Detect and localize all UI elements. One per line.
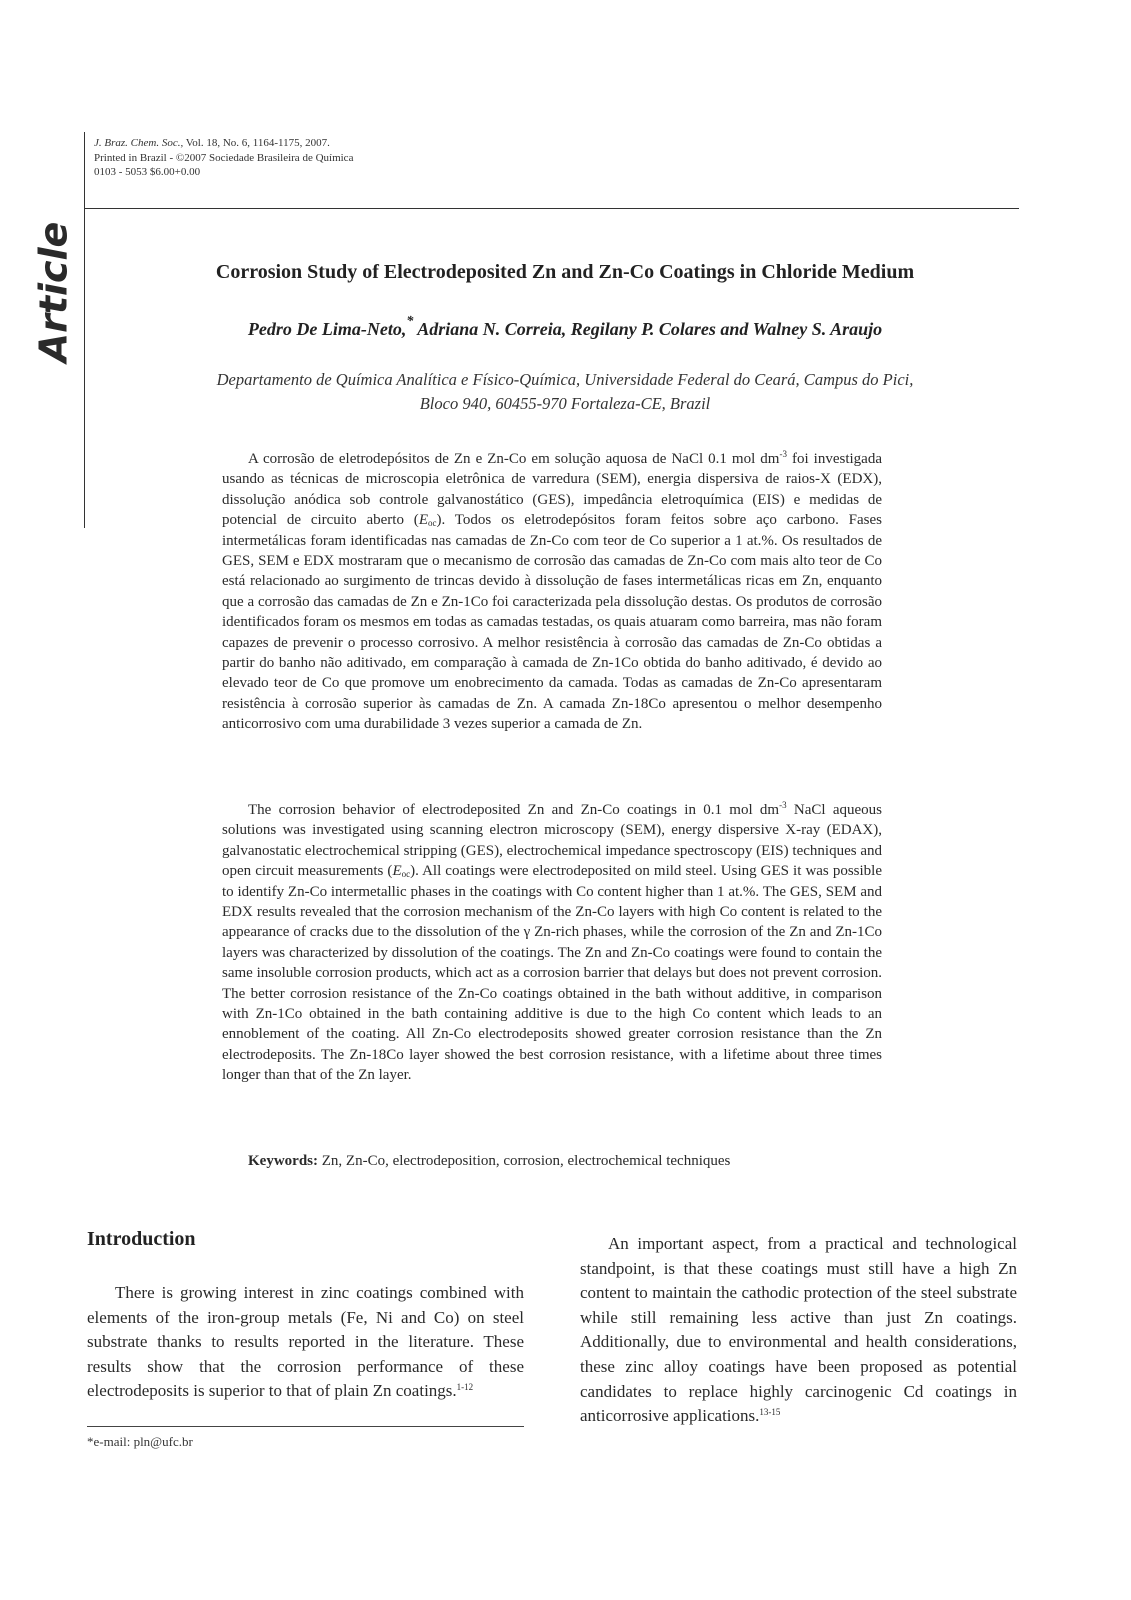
abstract-pt-exponent: -3 [779,449,787,459]
keywords-text: Zn, Zn-Co, electrodeposition, corrosion, electrochemical techniques [318,1153,731,1169]
header-rule [84,208,1019,209]
issn-line: 0103 - 5053 $6.00+0.00 [94,166,201,178]
abstract-pt-paragraph [222,449,882,735]
side-rule [84,132,85,528]
journal-ref: Vol. 18, No. 6, 1164-1175, 2007. [183,137,330,149]
keywords-label: Keywords: [248,1153,318,1169]
introduction-heading: Introduction [87,1228,196,1250]
abstract-en-text-1: The corrosion behavior of electrodeposited Zn and Zn-Co coatings in 0.1 mol dm [248,802,780,818]
intro-paragraph-2-text: An important aspect, from a practical and technological standpoint, is that these coatings must still have a high Zn content to maintain the cathodic protection of the steel substrate while still remaining less active than just Zn coatings. Additionally, due to environmental and health considerations, these zinc alloy coatings have been proposed as potential candidates to replace highly carcinogenic Cd coatings in anticorrosive applications. [580,1234,1017,1426]
footnote-rule [87,1426,524,1427]
abstract-pt-text-2: foi investigada usando as técnicas de microscopia eletrônica de varredura (SEM), energia dispersiva de raios-X (EDX), dissolução anódica sob controle galvanostático (GES), impedância eletroquímica (EIS) e medidas de potencial de circuito aberto ( [222,451,882,529]
journal-name: J. Braz. Chem. Soc., [94,137,184,149]
intro-paragraph-1 [87,1281,524,1404]
affiliation [100,368,1030,416]
journal-citation [94,136,353,151]
citation-ref: 13-15 [759,1407,781,1418]
abstract-pt-subscript: oc [427,518,437,529]
intro-paragraph-1-text: There is growing interest in zinc coatings combined with elements of the iron-group metals (Fe, Ni and Co) on steel substrate thanks to results reported in the literature. These results show that the corrosion performance of these electrodeposits is superior to that of plain Zn coatings. [87,1283,524,1401]
author-first: Pedro De Lima-Neto, [247,319,407,339]
paper-title: Corrosion Study of Electrodeposited Zn and Zn-Co Coatings in Chloride Medium [215,261,915,283]
abstract-en-text-2: NaCl aqueous solutions was investigated using scanning electron microscopy (SEM), energy dispersive X-ray (EDAX), galvanostatic electrochemical stripping (GES), electrochemical impedance spectroscopy (EIS) techniques and open circuit measurements ( [222,802,882,880]
section-label-text: Article [31,221,76,363]
abstract-pt-text-3: ). Todos os eletrodepósitos foram feitos sobre aço carbono. Fases intermetálicas foram identificadas nas camadas de Zn-Co com teor de Co superior a 1 at.%. Os resultados de GES, SEM e EDX mostraram que o mecanismo de corrosão das camadas de Zn-Co com mais alto teor de Co está relacionado ao surgimento de trincas devido à dissolução de fases intermetálicas ricas em Zn, enquanto que a corrosão das camadas de Zn e Zn-1Co foi caracterizada pela dissolução destas. Os produtos de corrosão identificados foram os mesmos em todas as camadas testadas, os quais atuaram como barreira, mas não foram capazes de prevenir o processo corrosivo. A melhor resistência à corrosão das camadas de Zn-Co obtidas a partir do banho não aditivado, em comparação à camada de Zn-1Co obtida do banho aditivado, é devido ao elevado teor de Co que promove um enobrecimento da camada. Todas as camadas de Zn-Co apresentaram resistência à corrosão superior às camadas de Zn. A camada Zn-18Co apresentou o melhor desempenho anticorrosivo com uma durabilidade 3 vezes superior a camada de Zn. [222,512,883,733]
abstract-en-text-3: ). All coatings were electrodeposited on mild steel. Using GES it was possible to identify Zn-Co intermetallic phases in the coatings with Co content higher than 1 at.%. The GES, SEM and EDX results revealed that the corrosion mechanism of the Zn-Co layers with high Co content is related to the appearance of cracks due to the dissolution of the γ Zn-rich phases, while the corrosion of the Zn and Zn-1Co layers was characterized by dissolution of the coatings. The Zn and Zn-Co coatings were found to contain the same insoluble corrosion products, which act as a corrosion barrier that delays but does not prevent corrosion. The better corrosion resistance of the Zn-Co coatings obtained in the bath without additive, in comparison with Zn-1Co obtained in the bath containing additive is due to the high Co content which leads to an ennoblement of the coating. All Zn-Co electrodeposits showed greater corrosion resistance than the Zn electrodeposits. The Zn-18Co layer showed the best corrosion resistance, with a lifetime about three times longer than that of the Zn layer. [222,863,882,1084]
affiliation-line-2: Bloco 940, 60455-970 Fortaleza-CE, Brazil [419,394,711,413]
author-list [100,314,1030,340]
intro-right-column [580,1232,1017,1429]
journal-header [94,136,353,180]
abstract-en-paragraph [222,800,882,1086]
author-rest: Adriana N. Correia, Regilany P. Colares and Walney S. Araujo [413,319,883,339]
abstract-pt-symbol: E [418,512,428,529]
abstract-portuguese [222,449,882,735]
abstract-english [222,800,882,1086]
printed-line: Printed in Brazil - ©2007 Sociedade Brasileira de Química [94,151,354,164]
abstract-en-symbol: E [392,863,402,880]
section-label [28,221,78,363]
footnote-email: *e-mail: pln@ufc.br [87,1434,193,1449]
corresponding-mark: * [406,314,414,329]
abstract-pt-text-1: A corrosão de eletrodepósitos de Zn e Zn-Co em solução aquosa de NaCl 0.1 mol dm [248,451,780,467]
intro-left-column [87,1281,524,1404]
abstract-en-subscript: oc [401,869,411,880]
intro-paragraph-2 [580,1232,1017,1429]
citation-ref: 1-12 [456,1382,474,1393]
affiliation-line-1: Departamento de Química Analítica e Físico-Química, Universidade Federal do Ceará, Campus do Pici, [216,370,914,389]
keywords [248,1153,730,1170]
abstract-en-exponent: -3 [779,800,787,810]
